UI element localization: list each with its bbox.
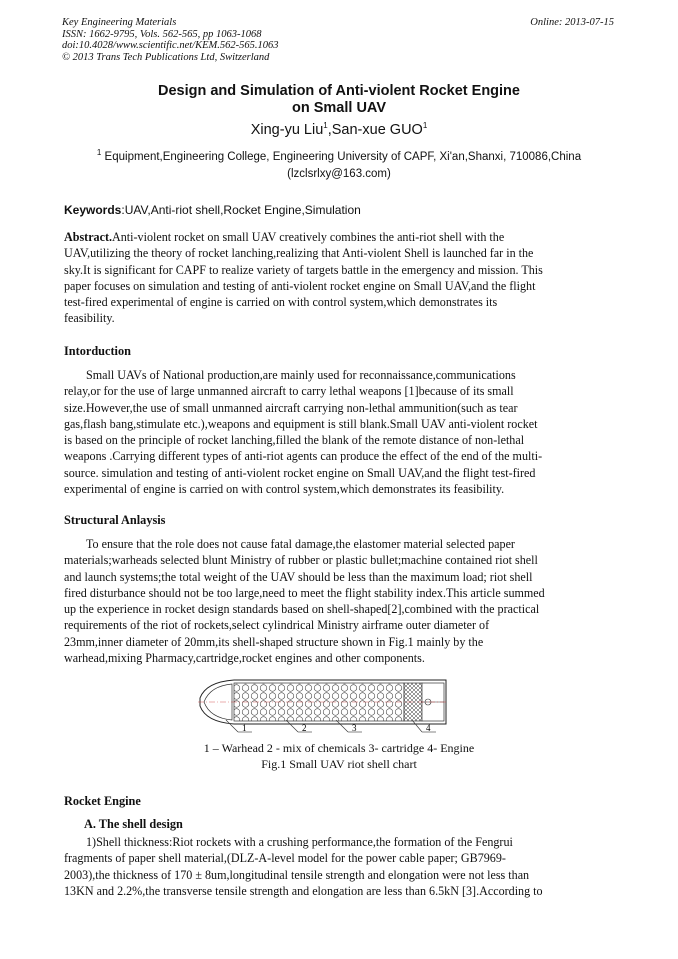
author-2-sup: 1 — [422, 121, 428, 130]
label-1: 1 — [242, 723, 247, 733]
keywords-text: :UAV,Anti-riot shell,Rocket Engine,Simulation — [121, 203, 361, 217]
intro-line: source. simulation and testing of anti-violent rocket engine on Small UAV,and the flight test-fired — [64, 465, 536, 480]
abstract-text: Anti-violent rocket on small UAV creatively combines the anti-riot shell with the — [112, 230, 505, 244]
paper-title-line1: Design and Simulation of Anti-violent Rocket Engine — [158, 83, 520, 99]
rocket-line: 13KN and 2.2%,the transverse tensile strength and elongation are less than 6.5kN [3].According to — [64, 883, 543, 898]
rocket-heading: Rocket Engine — [64, 794, 141, 808]
abstract-line: paper focuses on simulation and testing of anti-violent rocket engine on Small UAV,and the flight — [64, 278, 536, 293]
structural-line: requirements of the riot of rockets,select cylindrical Ministry airframe outer diameter of — [64, 618, 490, 633]
intro-paragraph — [64, 367, 614, 497]
issn: ISSN: 1662-9795, Vols. 562-565, pp 1063-1068 — [62, 28, 262, 40]
abstract-line: sky.It is significant for CAPF to realize variety of targets battle in the emergency and mission. This — [64, 262, 543, 277]
abstract-line: feasibility. — [64, 311, 115, 326]
intro-line: relay,or for the use of large unmanned aircraft to carry lethal weapons [1]because of its small — [64, 384, 514, 399]
intro-line: Small UAVs of National production,are mainly used for reconnaissance,communications — [86, 368, 516, 382]
structural-line: 23mm,inner diameter of 20mm,its shell-shaped structure shown in Fig.1 mainly by the — [64, 634, 484, 649]
intro-line: is based on the principle of rocket lanching,filled the blank of the remote distance of non-lethal — [64, 433, 525, 448]
label-3: 3 — [352, 723, 357, 733]
journal-name: Key Engineering Materials — [62, 17, 177, 28]
label-2: 2 — [302, 723, 307, 733]
figure-legend: 1 – Warhead 2 - mix of chemicals 3- cartridge 4- Engine — [203, 741, 475, 755]
abstract-line: UAV,utilizing the theory of rocket lanching,realizing that Anti-violent Shell is launched far in the — [64, 246, 534, 261]
abstract-line: test-fired experimental of engine is carried on with control system,which demonstrates its — [64, 295, 498, 310]
paper-title-line2: on Small UAV — [292, 100, 386, 116]
affiliation-text: Equipment,Engineering College, Engineering University of CAPF, Xi'an,Shanxi, 710086,China — [101, 150, 582, 163]
abstract-line — [64, 229, 614, 245]
rocket-paragraph — [64, 834, 614, 899]
email: (lzclsrlxy@163.com) — [287, 168, 391, 180]
rocket-line: 2003),the thickness of 170 ± 8um,longitudinal tensile strength and elongation were not less than — [64, 867, 530, 882]
structural-line: up the experience in rocket design standards based on shell-shaped[2],combined with the practical — [64, 602, 540, 617]
author-sep: , — [327, 121, 332, 138]
abstract — [64, 229, 614, 327]
structural-heading: Structural Anlaysis — [64, 513, 166, 527]
figure-caption: Fig.1 Small UAV riot shell chart — [261, 757, 417, 771]
online-date: Online: 2013-07-15 — [530, 17, 614, 28]
rocket-line: fragments of paper shell material,(DLZ-A-level model for the power cable paper; GB7969- — [64, 851, 506, 866]
keywords — [64, 203, 361, 217]
rocket-subheading: A. The shell design — [84, 817, 183, 831]
rocket-line: 1)Shell thickness:Riot rockets with a crushing performance,the formation of the Fengrui — [86, 835, 513, 849]
riot-shell-diagram — [196, 676, 450, 740]
label-4: 4 — [426, 723, 431, 733]
structural-line: fired disturbance should not be too large,need to meet the flight stability index.This article summed — [64, 585, 545, 600]
keywords-label: Keywords — [64, 203, 122, 217]
structural-line: To ensure that the role does not cause fatal damage,the elastomer material selected paper — [86, 537, 515, 551]
structural-line: warhead,mixing Pharmacy,cartridge,rocket engines and other components. — [64, 651, 425, 666]
affiliation — [0, 148, 678, 163]
author-1-sup: 1 — [323, 121, 328, 130]
structural-paragraph — [64, 536, 614, 666]
author-2: San-xue GUO — [331, 121, 423, 138]
copyright: © 2013 Trans Tech Publications Ltd, Switzerland — [62, 51, 270, 63]
intro-line: gas,flash bang,stimulate etc.),weapons and equipment is still blank.Small UAV anti-violent rocket — [64, 416, 538, 431]
doi: doi:10.4028/www.scientific.net/KEM.562-565.1063 — [62, 40, 279, 51]
structural-line: and launch systems;the total weight of the UAV should be less than the maximum load; riot shell — [64, 569, 533, 584]
intro-line: size.However,the use of small unmanned aircraft carrying non-lethal ammunition(such as tear — [64, 400, 518, 415]
authors — [0, 121, 678, 138]
structural-line: materials;warheads selected blunt Ministry of rubber or plastic bullet;machine contained riot shell — [64, 553, 538, 568]
intro-line: experimental of engine is carried on with control system,which demonstrates its feasibility. — [64, 482, 505, 497]
intro-line: weapons .Carrying different types of anti-riot agents can produce the effect of the end of the multi- — [64, 449, 543, 464]
intro-heading: Intorduction — [64, 344, 131, 358]
affiliation-sup: 1 — [96, 148, 102, 157]
author-1: Xing-yu Liu — [250, 121, 324, 138]
abstract-label: Abstract. — [64, 230, 113, 244]
journal-header — [62, 17, 279, 63]
